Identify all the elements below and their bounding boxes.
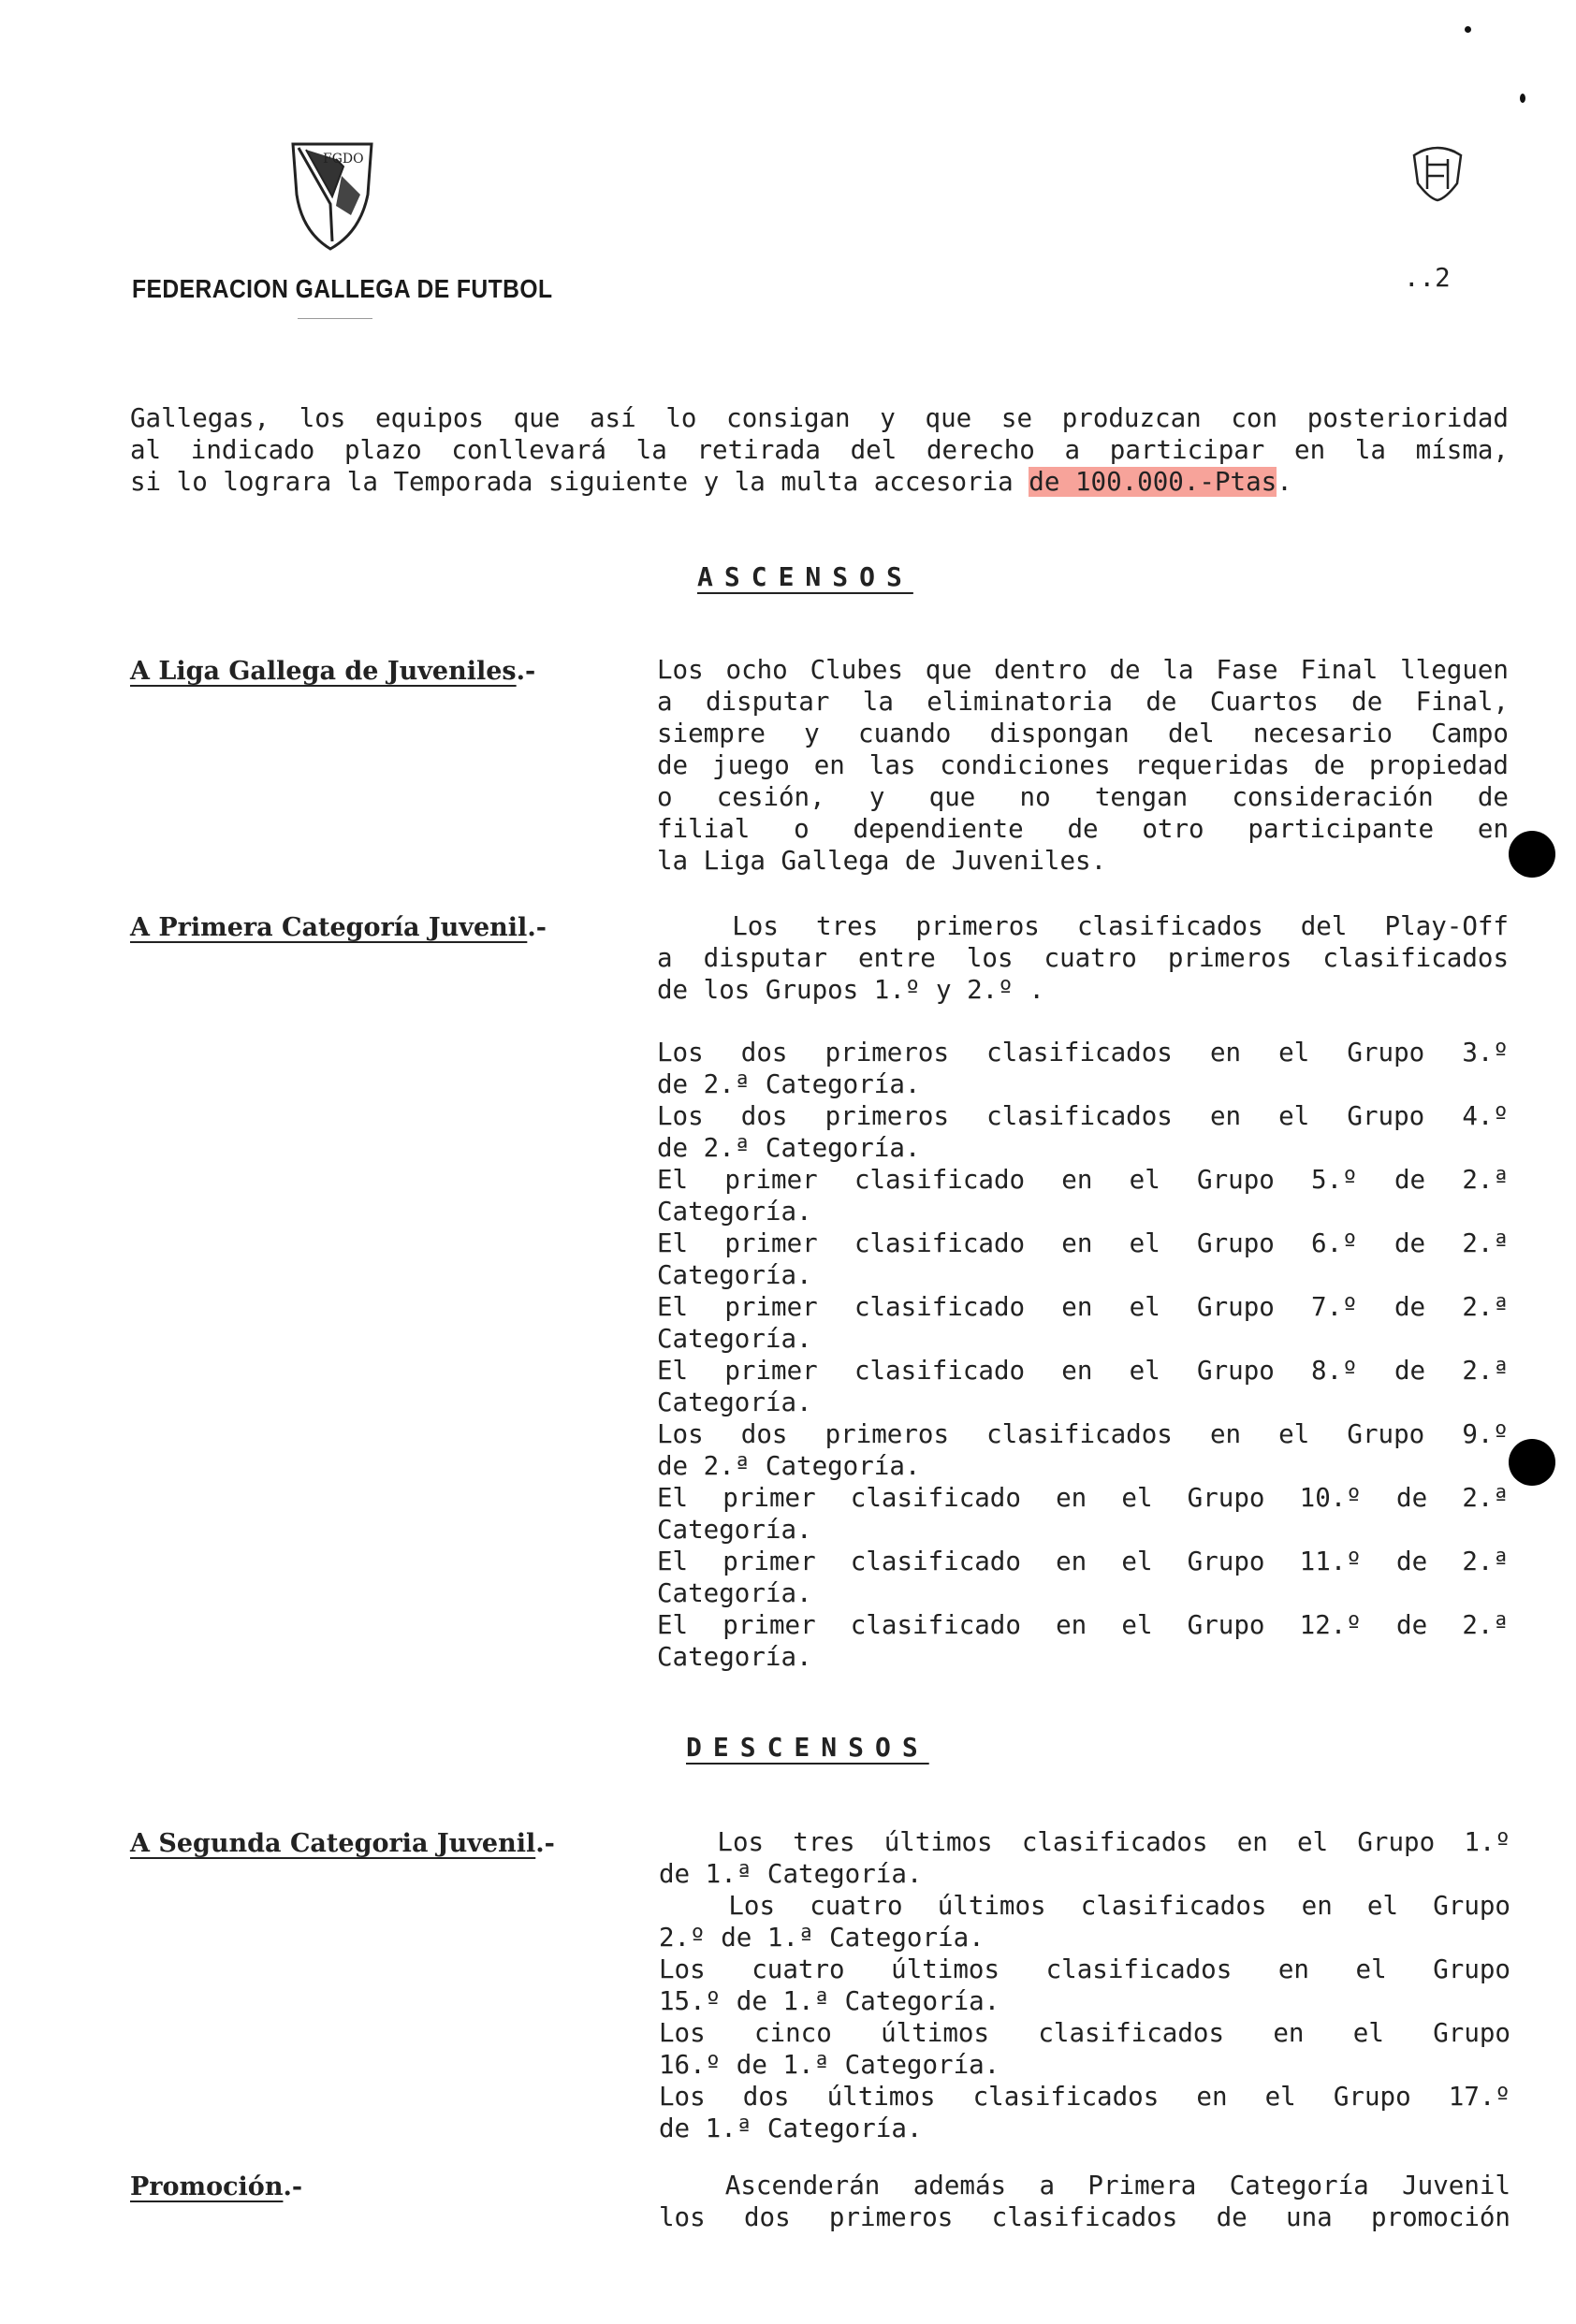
primera-line: de los Grupos 1.º y 2.º . <box>657 975 1044 1005</box>
segunda-categoria-text <box>659 1826 1510 2144</box>
group-line: de 2.ª Categoría. <box>657 1069 921 1099</box>
group-line: El primer clasificado en el Grupo 10.º de 2.ª <box>657 1483 1509 1513</box>
group-line: El primer clasificado en el Grupo 8.º de 2.ª <box>657 1356 1509 1386</box>
descenso-line: Los cuatro últimos clasificados en el Grupo <box>659 1891 1510 1921</box>
descenso-line: de 1.ª Categoría. <box>659 1859 923 1889</box>
label-suffix: .- <box>516 657 536 686</box>
promocion-line: los dos primeros clasificados de una promoción <box>659 2202 1510 2232</box>
intro-last-end: . <box>1277 467 1292 497</box>
group-line: El primer clasificado en el Grupo 11.º de 2.ª <box>657 1547 1509 1576</box>
descensos-heading: DESCENSOS <box>686 1732 929 1763</box>
punch-hole-mark <box>1509 1439 1555 1486</box>
label-suffix: .- <box>535 1829 555 1858</box>
fine-amount-highlight: de 100.000.-Ptas <box>1029 467 1277 497</box>
primera-categoria-label-text: A Primera Categoría Juvenil <box>130 913 528 942</box>
descenso-line: 16.º de 1.ª Categoría. <box>659 2050 1000 2080</box>
intro-last-line <box>130 466 1509 498</box>
divider <box>298 318 372 319</box>
descenso-line: 15.º de 1.ª Categoría. <box>659 1986 1000 2016</box>
svg-text:FGDO: FGDO <box>323 152 364 167</box>
promocion-line: Ascenderán además a Primera Categoría Juvenil <box>659 2171 1510 2201</box>
promocion-text <box>659 2170 1510 2233</box>
descenso-line: de 1.ª Categoría. <box>659 2113 923 2143</box>
group-line: Los dos primeros clasificados en el Grupo 9.º <box>657 1419 1509 1449</box>
label-suffix: .- <box>527 913 547 942</box>
primera-categoria-label <box>130 913 547 942</box>
group-line: El primer clasificado en el Grupo 6.º de 2.ª <box>657 1228 1509 1258</box>
liga-line: o cesión, y que no tengan consideración de <box>657 782 1509 812</box>
intro-last-text: si lo lograra la Temporada siguiente y la multa accesoria <box>130 467 1014 497</box>
group-line: Categoría. <box>657 1578 812 1608</box>
intro-line: al indicado plazo conllevará la retirada del derecho a participar en la mísma, <box>130 435 1509 465</box>
federation-name: FEDERACION GALLEGA DE FUTBOL <box>132 274 553 303</box>
group-line: El primer clasificado en el Grupo 5.º de 2.ª <box>657 1165 1509 1195</box>
primera-categoria-groups <box>657 1037 1509 1673</box>
liga-gallega-label <box>130 657 535 686</box>
promocion-label <box>130 2172 302 2201</box>
descenso-line: 2.º de 1.ª Categoría. <box>659 1923 985 1953</box>
intro-line: Gallegas, los equipos que así lo consigan y que se produzcan con posterioridad <box>130 403 1509 433</box>
descenso-line: Los cinco últimos clasificados en el Grupo <box>659 2018 1510 2048</box>
primera-line: Los tres primeros clasificados del Play-Off <box>657 911 1509 941</box>
liga-line: la Liga Gallega de Juveniles. <box>657 846 1107 876</box>
speck-mark <box>1520 94 1525 103</box>
label-suffix: .- <box>283 2172 303 2201</box>
group-line: Categoría. <box>657 1515 812 1545</box>
segunda-categoria-label <box>130 1829 555 1858</box>
ascensos-heading: ASCENSOS <box>697 561 913 592</box>
liga-line: siempre y cuando dispongan del necesario Campo <box>657 719 1509 748</box>
intro-paragraph <box>130 402 1509 498</box>
segunda-categoria-label-text: A Segunda Categoria Juvenil <box>130 1829 536 1858</box>
group-line: Categoría. <box>657 1642 812 1672</box>
descenso-line: Los cuatro últimos clasificados en el Grupo <box>659 1954 1510 1984</box>
descenso-line: Los tres últimos clasificados en el Grupo 1.º <box>659 1827 1510 1857</box>
group-line: de 2.ª Categoría. <box>657 1451 921 1481</box>
group-line: Los dos primeros clasificados en el Grupo 4.º <box>657 1101 1509 1131</box>
primera-line: a disputar entre los cuatro primeros clasificados <box>657 943 1509 973</box>
group-line: de 2.ª Categoría. <box>657 1133 921 1163</box>
liga-line: de juego en las condiciones requeridas de propiedad <box>657 750 1509 780</box>
group-line: Categoría. <box>657 1197 812 1227</box>
primera-categoria-intro <box>657 910 1509 1006</box>
group-line: El primer clasificado en el Grupo 7.º de 2.ª <box>657 1292 1509 1322</box>
group-line: Categoría. <box>657 1260 812 1290</box>
rfef-emblem-logo <box>1408 142 1467 204</box>
speck-mark <box>1465 26 1471 33</box>
descenso-line: Los dos últimos clasificados en el Grupo 17.º <box>659 2082 1510 2112</box>
liga-line: a disputar la eliminatoria de Cuartos de Final, <box>657 687 1509 717</box>
group-line: Categoría. <box>657 1387 812 1417</box>
liga-line: Los ocho Clubes que dentro de la Fase Final lleguen <box>657 655 1509 685</box>
liga-line: filial o dependiente de otro participante en <box>657 814 1509 844</box>
group-line: Los dos primeros clasificados en el Grupo 3.º <box>657 1038 1509 1068</box>
promocion-label-text: Promoción <box>130 2172 284 2201</box>
page-marker: ..2 <box>1404 263 1451 293</box>
liga-gallega-label-text: A Liga Gallega de Juveniles <box>130 657 517 686</box>
group-line: El primer clasificado en el Grupo 12.º de 2.ª <box>657 1610 1509 1640</box>
group-line: Categoría. <box>657 1324 812 1354</box>
punch-hole-mark <box>1509 831 1555 878</box>
liga-gallega-text <box>657 654 1509 877</box>
federation-crest-logo <box>285 138 379 255</box>
